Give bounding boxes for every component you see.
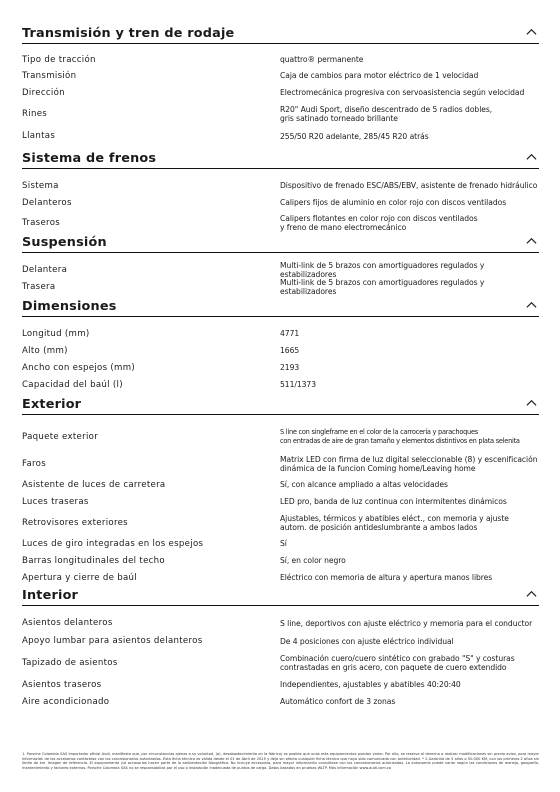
spec-row [22,632,539,650]
spec-value: Sí [280,539,287,548]
section-transmission [22,26,539,145]
spec-value: Caja de cambios para motor eléctrico de 1 velocidad [280,71,479,80]
spec-label: Apertura y cierre de baúl [22,572,137,583]
section-title: Transmisión y tren de rodaje [22,26,235,41]
spec-label: Ancho con espejos (mm) [22,362,136,373]
spec-label: Faros [22,458,46,469]
spec-value: Calipers fijos de aluminio en color rojo con discos ventilados [280,198,507,207]
spec-row [22,676,539,693]
spec-label: Alto (mm) [22,345,68,356]
spec-label: Trasera [22,281,56,292]
section-header[interactable] [22,397,539,415]
spec-label: Llantas [22,131,56,141]
spec-label: Barras longitudinales del techo [22,555,165,566]
section-title: Exterior [22,397,82,412]
chevron-up-icon[interactable] [526,152,537,163]
spec-label: Tapizado de asientos [22,658,118,668]
spec-row [22,451,539,476]
spec-label: Apoyo lumbar para asientos delanteros [22,636,203,646]
spec-label: Paquete exterior [22,432,99,442]
spec-value: quattro® permanente [280,55,364,64]
spec-row [22,552,539,569]
section-header[interactable] [22,588,539,606]
spec-label: Capacidad del baúl (l) [22,379,123,390]
spec-value: Multi-link de 5 brazos con amortiguadores regulados y estabilizadores [280,260,485,279]
spec-value: Calipers flotantes en color rojo con discos ventilados y freno de mano electromecánico [280,214,478,232]
spec-value: Sí, en color negro [280,556,346,565]
section-title: Suspensión [22,235,107,250]
spec-row [22,52,539,67]
spec-value: Independientes, ajustables y abatibles 40:20:40 [280,680,461,689]
spec-row [22,535,539,552]
section-interior [22,588,539,710]
spec-label: Traseros [22,218,61,228]
spec-row [22,423,539,451]
spec-row [22,261,539,278]
spec-row [22,569,539,586]
spec-row [22,194,539,211]
spec-row [22,476,539,493]
section-dimensions [22,299,539,393]
spec-value: Dispositivo de frenado ESC/ABS/EBV, asistente de frenado hidráulico [280,181,538,190]
chevron-up-icon[interactable] [526,589,537,600]
spec-value: Ajustables, térmicos y abatibles eléct., con memoria y ajuste autom. de posición antideslumbrante a ambos lados [280,513,509,532]
spec-label: Sistema [22,180,59,191]
spec-row [22,127,539,145]
spec-value: 1665 [280,346,300,355]
spec-row [22,278,539,295]
spec-label: Aire acondicionado [22,696,110,707]
spec-value: Multi-link de 5 brazos con amortiguadores regulados y estabilizadores [280,277,485,296]
spec-label: Asientos delanteros [22,618,113,628]
spec-sheet [22,26,539,710]
spec-row [22,177,539,194]
spec-value: Automático confort de 3 zonas [280,697,396,706]
spec-label: Delanteros [22,197,72,208]
spec-value: S line, deportivos con ajuste eléctrico y memoria para el conductor [280,618,533,628]
chevron-up-icon[interactable] [526,27,537,38]
spec-label: Delantera [22,264,68,275]
spec-value: 2193 [280,363,300,372]
section-header[interactable] [22,151,539,169]
spec-value: LED pro, banda de luz continua con intermitentes dinámicos [280,497,507,506]
spec-value: 4771 [280,329,300,338]
spec-label: Luces de giro integradas en los espejos [22,538,204,549]
spec-label: Transmisión [22,70,77,81]
spec-value: Electromecánica progresiva con servoasistencia según velocidad [280,88,525,97]
spec-row [22,67,539,84]
section-exterior [22,397,539,586]
spec-row [22,84,539,101]
spec-value: 255/50 R20 adelante, 285/45 R20 atrás [280,131,429,141]
spec-row [22,510,539,535]
spec-value: De 4 posiciones con ajuste eléctrico individual [280,636,454,646]
spec-label: Longitud (mm) [22,328,90,339]
section-header[interactable] [22,26,539,44]
chevron-up-icon[interactable] [526,300,537,311]
spec-label: Dirección [22,87,65,98]
section-title: Sistema de frenos [22,151,157,166]
spec-row [22,614,539,632]
spec-value: Combinación cuero/cuero sintético con grabado "S" y costuras contrastadas en gris acero, con paquete de cuero extendido [280,654,515,672]
section-suspension [22,235,539,295]
chevron-up-icon[interactable] [526,398,537,409]
spec-row [22,211,539,235]
section-header[interactable] [22,235,539,253]
spec-row [22,693,539,710]
spec-row [22,101,539,127]
section-header[interactable] [22,299,539,317]
spec-label: Luces traseras [22,496,89,507]
section-title: Dimensiones [22,299,117,314]
spec-value: 511/1373 [280,380,316,389]
spec-value: Sí, con alcance ampliado a altas velocidades [280,480,448,489]
spec-value: R20" Audi Sport, diseño descentrado de 5 radios dobles, gris satinado torneado brillante [280,105,493,123]
legal-footnote: 1. Porsche Colombia SAS importador oficial Audi, manifiesta que, por circunstancias ajenas a su voluntad, (a), desabastecimiento en la fábrica) es posible que unos más equipamientos puedan variar. Por ello, se reserva el derecho a realizar modificaciones sin previo aviso, para mayor información de los accesorios contáctese con los concesionarios autorizados. Esta ficha técnica es válida desde el 01 de Abril de 2025 y deja sin efecto cualquier ficha técnica que haya sido comunicada con anterioridad. * 2.Garantía de 5 años o 50.000 KM, con los primeros 2 años sin límite de km. Imagen de referencia. El equipamiento y/o accesorios hacen parte de la ambientación fotográfica. No incluye accesorios, para mayor información consúltese con los concesionarios autorizados. La autonomía puede variar según las condiciones de manejo, geografía, mantenimiento y factores externos. Porsche Colombia SAS no se responsabiliza por el uso o instalación inadecuada de puntos de carga. Datos basados en pruebas WLTP. Más información www.audi.com.co [22,752,539,770]
spec-row [22,376,539,393]
spec-row [22,650,539,676]
spec-value: Matrix LED con firma de luz digital seleccionable (8) y escenificación dinámica de la funcion Coming home/Leaving home [280,454,538,473]
spec-row [22,325,539,342]
spec-value: Eléctrico con memoria de altura y apertura manos libres [280,573,493,582]
spec-row [22,493,539,510]
spec-row [22,359,539,376]
spec-row [22,342,539,359]
spec-label: Asientos traseros [22,679,102,690]
spec-label: Retrovisores exteriores [22,517,128,528]
section-brakes [22,151,539,235]
chevron-up-icon[interactable] [526,236,537,247]
spec-value: S line con singleframe en el color de la carrocería y parachoques con entradas de aire de gran tamaño y elementos distintivos en plata selenita [280,428,520,445]
section-title: Interior [22,588,79,603]
spec-label: Rines [22,109,48,119]
spec-label: Asistente de luces de carretera [22,479,166,490]
spec-label: Tipo de tracción [22,54,96,65]
